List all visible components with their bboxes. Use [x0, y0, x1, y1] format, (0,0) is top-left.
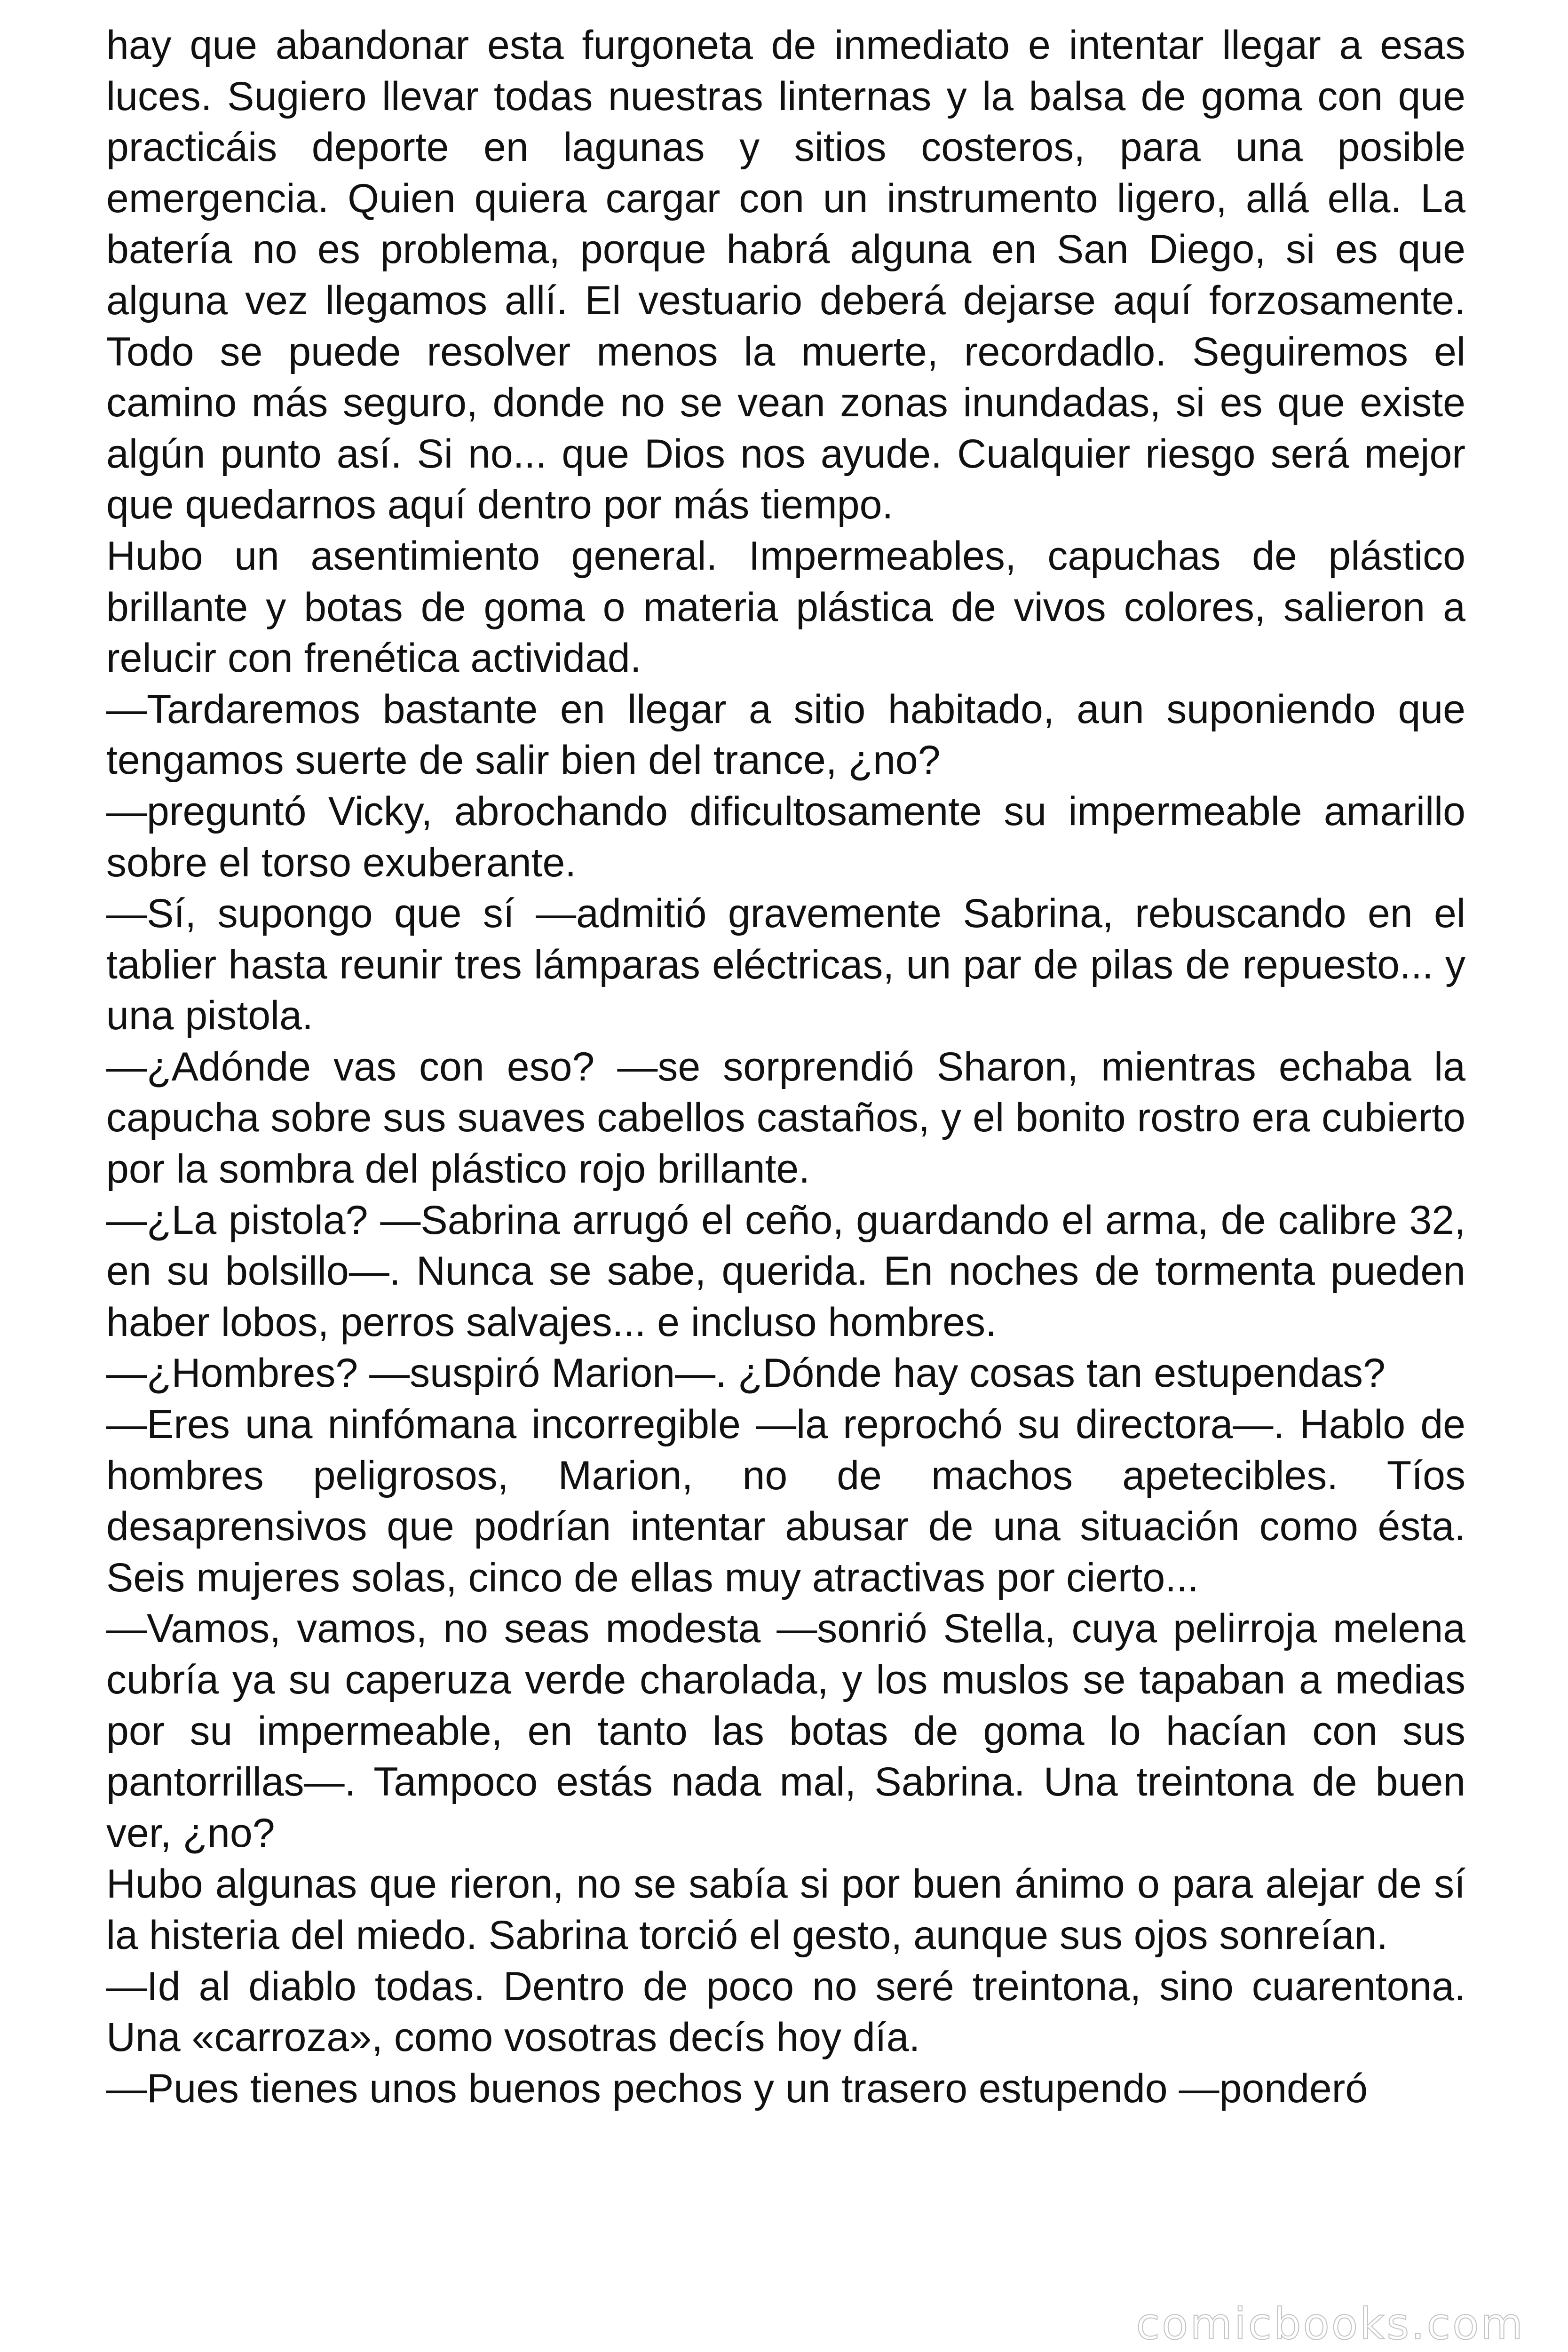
paragraph-3: —Tardaremos bastante en llegar a sitio habitado, aun suponiendo que tengamos suerte de salir bien del trance, ¿no? — [106, 686, 1465, 783]
paragraph-12: —Id al diablo todas. Dentro de poco no seré treintona, sino cuarentona. Una «carroza», como vosotras decís hoy día. — [106, 1963, 1465, 2060]
paragraph-2: Hubo un asentimiento general. Impermeables, capuchas de plástico brillante y botas de goma o materia plástica de vivos colores, salieron a relucir con frenética actividad. — [106, 533, 1465, 681]
paragraph-1: hay que abandonar esta furgoneta de inmediato e intentar llegar a esas luces. Sugiero llevar todas nuestras linternas y la balsa de goma con que practicáis deporte en lagunas y sitios costeros, para una posible emergencia. Quien quiera cargar con un instrumento ligero, allá ella. La batería no es problema, porque habrá alguna en San Diego, si es que alguna vez llegamos allí. El vestuario deberá dejarse aquí forzosamente. Todo se puede resolver menos la muerte, recordadlo. Seguiremos el camino más seguro, donde no se vean zonas inundadas, si es que existe algún punto así. Si no... que Dios nos ayude. Cualquier riesgo será mejor que quedarnos aquí dentro por más tiempo. — [106, 23, 1465, 528]
paragraph-6: —¿Adónde vas con eso? —se sorprendió Sharon, mientras echaba la capucha sobre sus suaves cabellos castaños, y el bonito rostro era cubierto por la sombra del plástico rojo brillante. — [106, 1044, 1465, 1192]
paragraph-9: —Eres una ninfómana incorregible —la reprochó su directora—. Hablo de hombres peligrosos, Marion, no de machos apetecibles. Tíos desaprensivos que podrían intentar abusar de una situación como ésta. Seis mujeres solas, cinco de ellas muy atractivas por cierto... — [106, 1402, 1465, 1600]
paragraph-4: —preguntó Vicky, abrochando dificultosamente su impermeable amarillo sobre el torso exuberante. — [106, 788, 1465, 885]
book-page — [106, 20, 1465, 2114]
watermark: comicbooks.com — [1136, 2299, 1525, 2349]
paragraph-7: —¿La pistola? —Sabrina arrugó el ceño, guardando el arma, de calibre 32, en su bolsillo—. Nunca se sabe, querida. En noches de tormenta pueden haber lobos, perros salvajes... e incluso hombres. — [106, 1197, 1465, 1345]
paragraph-11: Hubo algunas que rieron, no se sabía si por buen ánimo o para alejar de sí la histeria del miedo. Sabrina torció el gesto, aunque sus ojos sonreían. — [106, 1861, 1465, 1958]
paragraph-5: —Sí, supongo que sí —admitió gravemente Sabrina, rebuscando en el tablier hasta reunir tres lámparas eléctricas, un par de pilas de repuesto... y una pistola. — [106, 891, 1465, 1039]
paragraph-8: —¿Hombres? —suspiró Marion—. ¿Dónde hay cosas tan estupendas? — [106, 1351, 1386, 1396]
paragraph-10: —Vamos, vamos, no seas modesta —sonrió Stella, cuya pelirroja melena cubría ya su caperuza verde charolada, y los muslos se tapaban a medias por su impermeable, en tanto las botas de goma lo hacían con sus pantorrillas—. Tampoco estás nada mal, Sabrina. Una treintona de buen ver, ¿no? — [106, 1606, 1465, 1856]
paragraph-13: —Pues tienes unos buenos pechos y un trasero estupendo —ponderó — [106, 2066, 1368, 2111]
